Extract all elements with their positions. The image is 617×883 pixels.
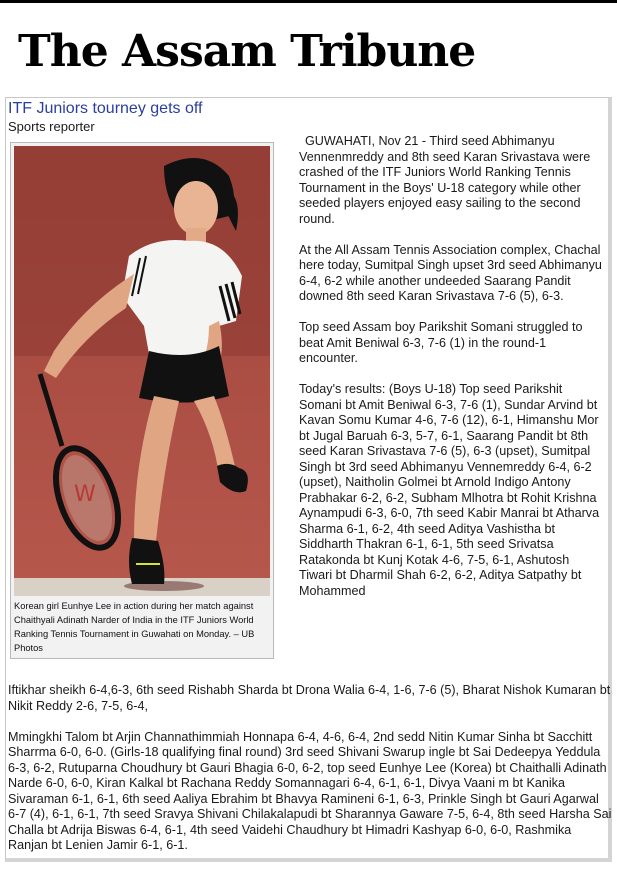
photo-figure: [10, 142, 274, 659]
article-paragraph: GUWAHATI, Nov 21 - Third seed Abhimanyu Vennenmreddy and 8th seed Karan Srivastava were crashed of the ITF Juniors World Ranking Tennis Tournament in the Boys' U-18 category while other seeded players enjoyed easy sailing to the second round.: [299, 134, 591, 226]
article-continuation: Iftikhar sheikh 6-4,6-3, 6th seed Rishabh Sharda bt Drona Walia 6-4, 1-6, 7-6 (5), Bharat Nishok Kumaran bt Nikit Reddy 2-6, 7-5, 6-4,: [8, 683, 611, 713]
tennis-player-photo: [14, 146, 270, 596]
top-rule: [0, 0, 617, 3]
masthead-logo[interactable]: The Assam Tribune: [18, 26, 476, 77]
article-headline: ITF Juniors tourney gets off: [8, 100, 203, 117]
article-body-full: [8, 683, 612, 854]
girls-results-paragraph: Mmingkhi Talom bt Arjin Channathimmiah Honnapa 6-4, 4-6, 6-4, 2nd sedd Nitin Kumar Sinha bt Sacchitt Sharrma 6-0, 6-0. (Girls-18 qualifying final round) 3rd seed Shivani Swarup ingle bt Sai Dedeepya Yeddula 6-3, 6-2, Rutuparna Choudhury bt Gauri Bhagia 6-0, 6-2, top seed Eunhye Lee (Korea) bt Chaithalli Adinath Narde 6-0, 6-0, Kiran Kalkal bt Rachana Reddy Somannagari 6-4, 6-1, 6-1, Divya Vaani m bt Kanika Sivaraman 6-1, 6-1, 6th seed Aaliya Ebrahim bt Bhavya Ramineni 6-1, 6-3, Prinkle Singh bt Gauri Agarwal 6-7 (4), 6-1, 6-1, 7th seed Sravya Shivani Chilakalapudi bt Sharannya Gaware 7-5, 6-4, 8th seed Harsha Sai Challa bt Adrija Biswas 6-4, 6-1, 4th seed Vaidehi Chaudhury bt Himadri Kashyap 6-0, 6-0, Rashmika Ranjan bt Lenien Jamir 6-1, 6-1.: [8, 729, 612, 852]
article-body-column: [299, 134, 605, 615]
article-paragraph: Top seed Assam boy Parikshit Somani struggled to beat Amit Beniwal 6-3, 7-6 (1) in the round-1 encounter.: [299, 320, 583, 365]
article-byline: Sports reporter: [8, 119, 95, 134]
article-paragraph: Today's results: (Boys U-18) Top seed Parikshit Somani bt Amit Beniwal 6-3, 7-6 (1), Sundar Arvind bt Kavan Somu Kumar 4-6, 7-6 (12), 6-1, Himanshu Mor bt Jugal Baruah 6-3, 5-7, 6-1, Saarang Pandit bt 8th seed Karan Srivastava 7-6 (5), 6-3 (upset), Sumitpal Singh bt 3rd seed Abhimanyu Vennemreddy 6-4, 6-2 (upset), Naitholin Golmei bt Arnold Indigo Antony Prabhakar 6-2, 6-2, Subham Mlhotra bt Rohit Krishna Aynampudi 6-3, 6-0, 7th seed Kabir Manrai bt Atharva Sharma 6-1, 6-2, 4th seed Aditya Vashistha bt Siddharth Thakran 6-1, 6-1, 5th seed Srivatsa Ratakonda bt Kunj Kotak 4-6, 7-5, 6-1, Ashutosh Tiwari bt Dharmil Shah 6-2, 6-2, Aditya Satpathy bt Mohammed: [299, 382, 600, 598]
photo-caption: Korean girl Eunhye Lee in action during her match against Chaithyali Adinath Narder of India in the ITF Juniors World Ranking Tennis Tournament in Guwahati on Monday. – UB Photos: [14, 601, 255, 653]
svg-text:W: W: [74, 482, 96, 507]
article-paragraph: At the All Assam Tennis Association complex, Chachal here today, Sumitpal Singh upset 3rd seed Abhimanyu 6-4, 6-2 while another undeeded Saarang Pandit downed 8th seed Karan Srivastava 7-6 (5), 6-3.: [299, 242, 602, 303]
